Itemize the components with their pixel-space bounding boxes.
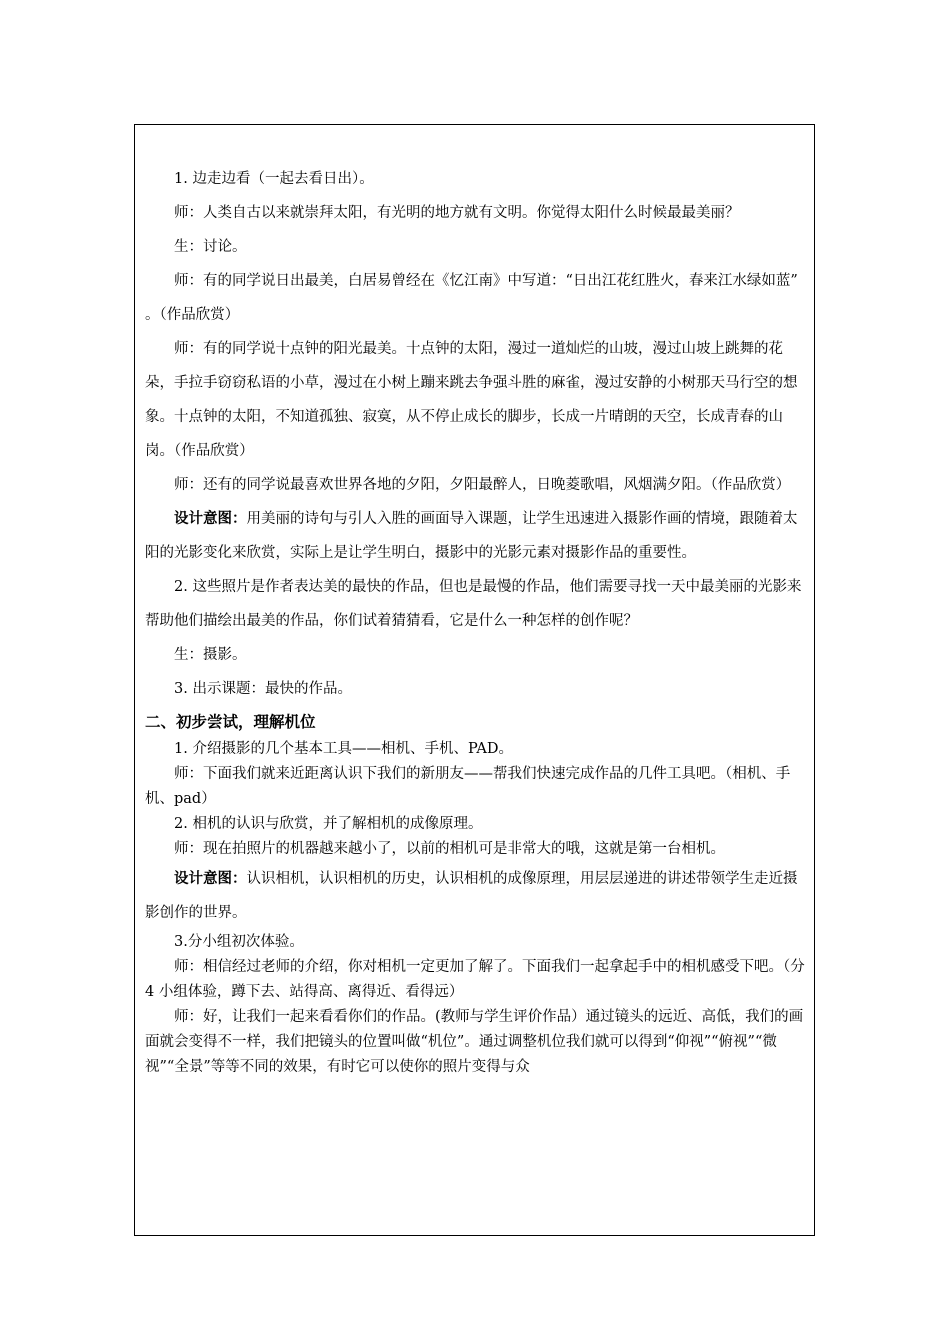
paragraph-first-camera: 师：现在拍照片的机器越来越小了，以前的相机可是非常大的哦，这就是第一台相机。 [174,841,725,857]
paragraph-try-camera: 师：相信经过老师的介绍，你对相机一定更加了解了。下面我们一起拿起手中的相机感受下吧。（分 4 小组体验，蹲下去、站得高、离得近、看得远） [145,959,805,1000]
paragraph-ten-oclock-sun: 师：有的同学说十点钟的阳光最美。十点钟的太阳，漫过一道灿烂的山坡，漫过山坡上跳舞的花朵，手拉手窃窃私语的小草，漫过在小树上蹦来跳去争强斗胜的麻雀，漫过安静的小树那天马行空的想象。十点钟的太阳，不知道孤独、寂寞，从不停止成长的脚步，长成一片晴朗的天空，长成青春的山岗。（作品欣赏） [145,341,798,459]
paragraph-student-discuss: 生：讨论。 [174,239,247,255]
paragraph-camera-principle: 2. 相机的认识与欣赏，并了解相机的成像原理。 [174,816,483,832]
section-heading-2: 二、初步尝试，理解机位 [145,713,316,731]
paragraph-design-intent-1 [145,502,807,570]
document-body [145,162,807,1080]
paragraph-sunrise-poem: 师：有的同学说日出最美，白居易曾经在《忆江南》中写道：“日出江花红胜火，春来江水绿如蓝” 。（作品欣赏） [145,273,798,323]
paragraph-tools-intro: 1. 介绍摄影的几个基本工具——相机、手机、PAD。 [174,741,513,757]
paragraph-teacher-sun: 师：人类自古以来就崇拜太阳，有光明的地方就有文明。你觉得太阳什么时候最最美丽？ [174,205,740,221]
design-intent-label: 设计意图： [174,510,247,527]
design-intent-text: 认识相机，认识相机的历史，认识相机的成像原理，用层层递进的讲述带领学生走近摄影创作的世界。 [145,871,798,921]
paragraph-design-intent-2 [145,862,807,930]
paragraph-student-photography: 生：摄影。 [174,647,247,663]
paragraph-sunset: 师：还有的同学说最喜欢世界各地的夕阳，夕阳最醉人，日晚菱歌唱，风烟满夕阳。（作品欣赏） [174,477,791,493]
paragraph-watch-sunrise: 1. 边走边看（一起去看日出）。 [174,171,374,187]
paragraph-new-friends: 师：下面我们就来近距离认识下我们的新朋友——帮我们快速完成作品的几件工具吧。（相机、手机、pad） [145,766,791,807]
design-intent-label: 设计意图： [174,870,247,887]
paragraph-show-topic: 3. 出示课题：最快的作品。 [174,681,352,697]
paragraph-camera-position: 师：好，让我们一起来看看你们的作品。(教师与学生评价作品）通过镜头的远近、高低，我们的画面就会变得不一样，我们把镜头的位置叫做“机位”。通过调整机位我们就可以得到“仰视”“俯视”“微视”“全景”等等不同的效果，有时它可以使你的照片变得与众 [145,1009,804,1075]
paragraph-group-experience: 3.分小组初次体验。 [174,934,304,950]
design-intent-text: 用美丽的诗句与引人入胜的画面导入课题，让学生迅速进入摄影作画的情境，跟随着太阳的光影变化来欣赏，实际上是让学生明白，摄影中的光影元素对摄影作品的重要性。 [145,511,798,561]
paragraph-photos-intro: 2. 这些照片是作者表达美的最快的作品，但也是最慢的作品，他们需要寻找一天中最美丽的光影来帮助他们描绘出最美的作品，你们试着猜猜看，它是什么一种怎样的创作呢？ [145,579,802,629]
